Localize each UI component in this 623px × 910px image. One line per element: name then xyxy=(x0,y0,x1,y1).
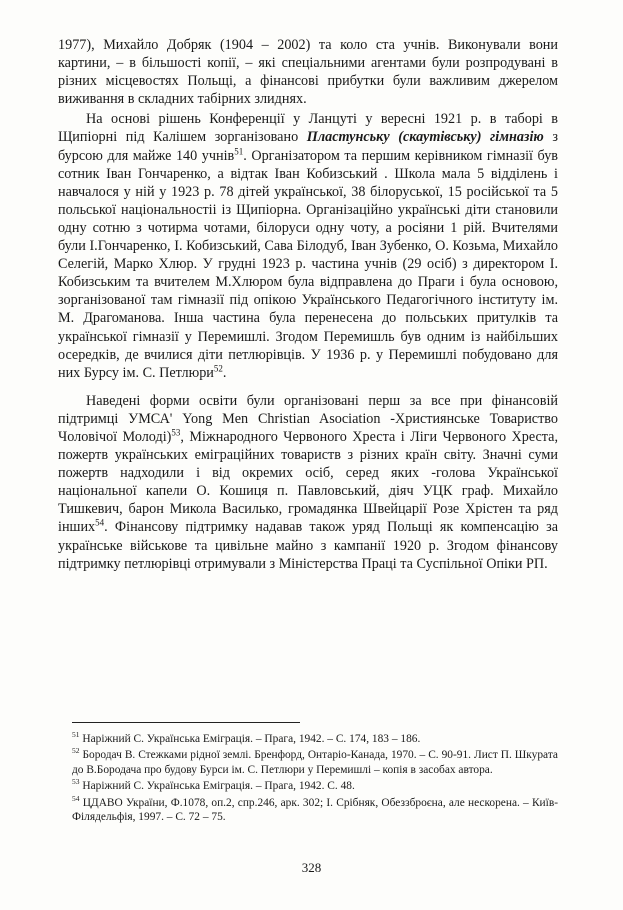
footnote-text: ЦДАВО України, Ф.1078, оп.2, спр.246, арк. 302; І. Срібняк, Обеззброєна, але нескорена. – Київ-Філядельфія, 1997. – С. 72 – 75. xyxy=(72,796,558,824)
footnote-text: Бородач В. Стежками рідної землі. Бренфорд, Онтаріо-Канада, 1970. – С. 90-91. Лист П. Шкурата до В.Бородача про будову Бурси ім. С. Петлюри у Перемишлі – копія в засобах автора. xyxy=(72,749,558,776)
footnote-ref-52[interactable]: 52 xyxy=(213,362,223,373)
paragraph-2 xyxy=(58,110,558,381)
footnote-52 xyxy=(72,748,558,777)
page-number: 328 xyxy=(301,860,322,875)
footnote-text: Наріжний С. Українська Еміграція. – Прага, 1942. – С. 174, 183 – 186. xyxy=(82,733,421,745)
paragraph-3-end: . Фінансову підтримку надавав також уряд Польщі як компенсацію за українське військове та цивільне майно з кампанії 1920 р. Згодом фінансову підтримку петлюрівці отримували з Міністерства Праці та Суспільної Опіки РП. xyxy=(58,519,558,572)
footnote-ref-54[interactable]: 54 xyxy=(95,517,105,528)
paragraph-3-middle: , Міжнародного Червоного Хреста і Ліги Червоного Хреста, пожертв українських еміграційних товариств з різних країн світу. Значні суми пожертв надходили і від окремих осіб, серед яких -голова Української національної капели О. Кошиця п. Павловський, діяч УЦК граф. Михайло Тишкевич, барон Микола Василько, громадянка Швейцарії Розе Хрістен та ряд інших xyxy=(58,428,558,536)
footnote-53 xyxy=(72,779,558,793)
paragraph-2-start: На основі рішень Конференції у Ланцуті у вересні 1921 р. в таборі в Щипіорні під Калішем зорганізовано xyxy=(58,111,558,146)
footnote-ref-53[interactable]: 53 xyxy=(171,427,181,438)
gymnasium-name: Пластунську (скаутівську) гімназію xyxy=(306,129,544,146)
footnote-ref-51[interactable]: 51 xyxy=(234,145,244,156)
footnote-51 xyxy=(72,732,558,746)
footnote-text: Наріжний С. Українська Еміграція. – Прага, 1942. С. 48. xyxy=(82,780,355,793)
footnote-54 xyxy=(72,793,558,825)
paragraph-2-middle: з бурсою для майже 140 учнів xyxy=(58,129,558,164)
footnote-number: 52 xyxy=(72,746,80,756)
footnotes xyxy=(72,732,558,826)
footnote-number: 51 xyxy=(72,730,80,740)
paragraph-2-end: . xyxy=(222,364,227,381)
footnote-number: 53 xyxy=(72,777,80,787)
paragraph-1: 1977), Михайло Добряк (1904 – 2002) та коло ста учнів. Виконували вони картини, – в більшості копії, – які спеціальними агентами були розпродувані в різних місцевостях Польщі, а фінансові прибутки були важливим джерелом виживання в складних табірних злиднях. xyxy=(58,37,558,108)
paragraph-2-body: . Організатором та першим керівником гімназії був сотник Іван Гончаренко, а відтак Іван Кобизський . Школа мала 5 відділень і навчалося у ній у 1923 р. 78 дітей української, 38 білоруської, 15 російської та 5 польської національностіі із Щипіорна. Організаційно українські діти становили одну сотню з чотирма чотами, білоруси одну чоту, а росіяни 1 рій. Вчителями були І.Гончаренко, І. Кобизський, Сава Білодуб, Іван Зубенко, О. Козьма, Михайло Селегій, Марко Хлюр. У грудні 1923 р. частина учнів (29 осіб) з директором І. Кобизським та вчителем М.Хлюром була відправлена до Праги і була основою, зорганізованої там гімназії під опікою Українського Педагогічного інституту ім. М. Драгоманова. Інша частина була перенесена до польських притулків та української гімназії у Перемишлі. Згодом Перемишль був одним із найбільших осередків, де вчилися діти петлюрівців. У 1936 р. у Перемишлі побудовано для них Бурсу ім. С. Петлюри xyxy=(58,147,558,381)
footnote-divider xyxy=(72,722,300,723)
footnote-number: 54 xyxy=(72,793,80,803)
body-text xyxy=(58,36,558,573)
paragraph-3-start: Наведені форми освіти були організовані перш за все при фінансовій підтримці УМСА' Yong Men Christian Asociation -Християнське Товариство Чоловічої Молоді) xyxy=(58,392,558,445)
paragraph-3 xyxy=(58,392,558,573)
